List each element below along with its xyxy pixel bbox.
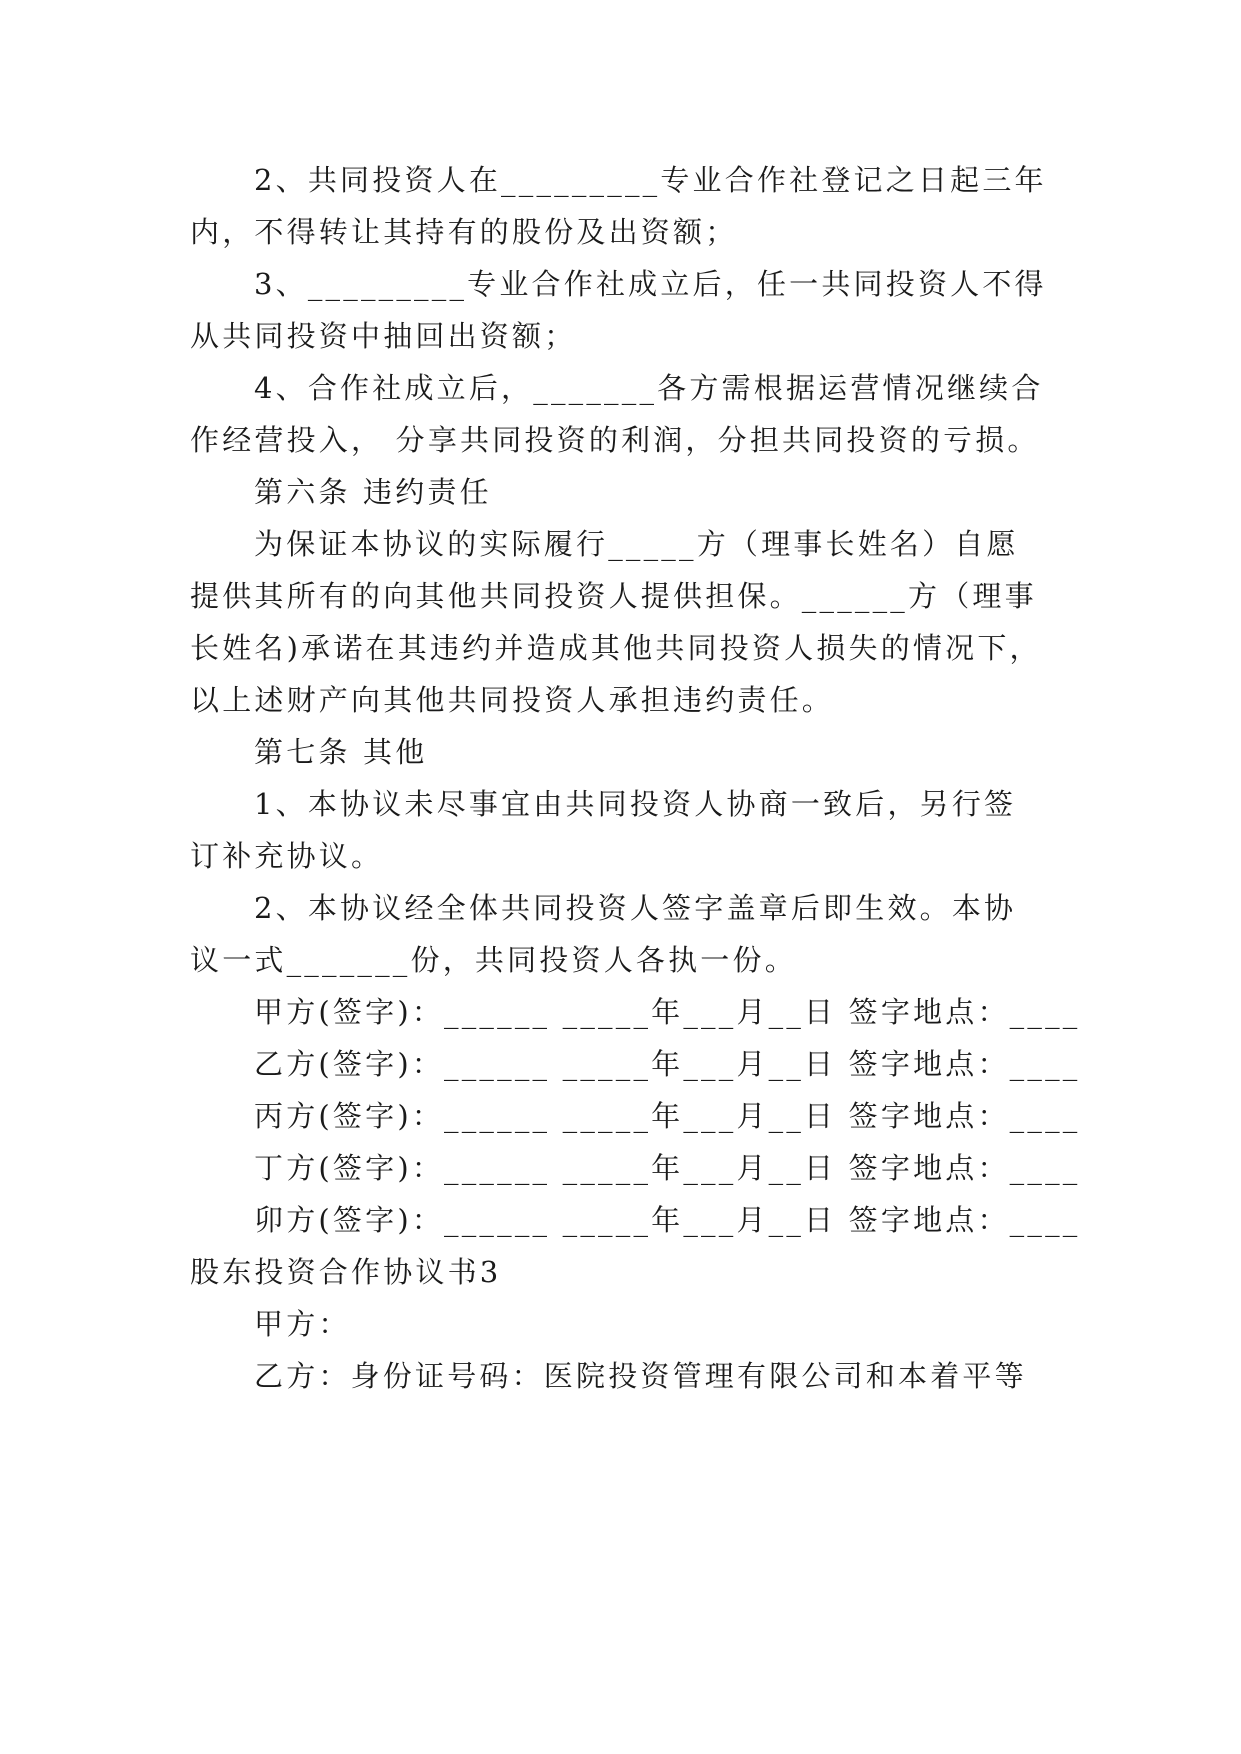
document-title: 股东投资合作协议书3 [190,1255,502,1289]
text-line: 提供其所有的向其他共同投资人提供担保。______方（理事 [190,579,1037,613]
text-line: 2、本协议经全体共同投资人签字盖章后即生效。本协 [254,891,1017,925]
text-line: 甲方： [254,1307,351,1341]
text-line: 订补充协议。 [190,839,384,873]
text-line: 从共同投资中抽回出资额； [190,319,577,353]
text-line: 作经营投入， 分享共同投资的利润，分担共同投资的亏损。 [190,423,1040,457]
signature-line: 乙方(签字)：______ _____年___月__日 签字地点：____ [254,1047,1081,1081]
text-line: 长姓名)承诺在其违约并造成其他共同投资人损失的情况下， [190,631,1042,665]
text-line: 以上述财产向其他共同投资人承担违约责任。 [190,683,835,717]
signature-line: 甲方(签字)：______ _____年___月__日 签字地点：____ [254,995,1081,1029]
section-heading: 第七条 其他 [254,735,428,769]
text-line: 4、合作社成立后，_______各方需根据运营情况继续合 [254,371,1044,405]
text-line: 为保证本协议的实际履行_____方（理事长姓名）自愿 [254,527,1019,561]
text-line: 2、共同投资人在_________专业合作社登记之日起三年 [254,163,1047,197]
text-line: 1、本协议未尽事宜由共同投资人协商一致后，另行签 [254,787,1017,821]
text-line: 内，不得转让其持有的股份及出资额； [190,215,738,249]
text-line: 3、_________专业合作社成立后，任一共同投资人不得 [254,267,1047,301]
signature-line: 丁方(签字)：______ _____年___月__日 签字地点：____ [254,1151,1081,1185]
signature-line: 卯方(签字)：______ _____年___月__日 签字地点：____ [254,1203,1081,1237]
signature-line: 丙方(签字)：______ _____年___月__日 签字地点：____ [254,1099,1081,1133]
section-heading: 第六条 违约责任 [254,475,492,509]
text-line: 乙方：身份证号码：医院投资管理有限公司和本着平等 [254,1359,1027,1393]
text-line: 议一式_______份，共同投资人各执一份。 [190,943,797,977]
